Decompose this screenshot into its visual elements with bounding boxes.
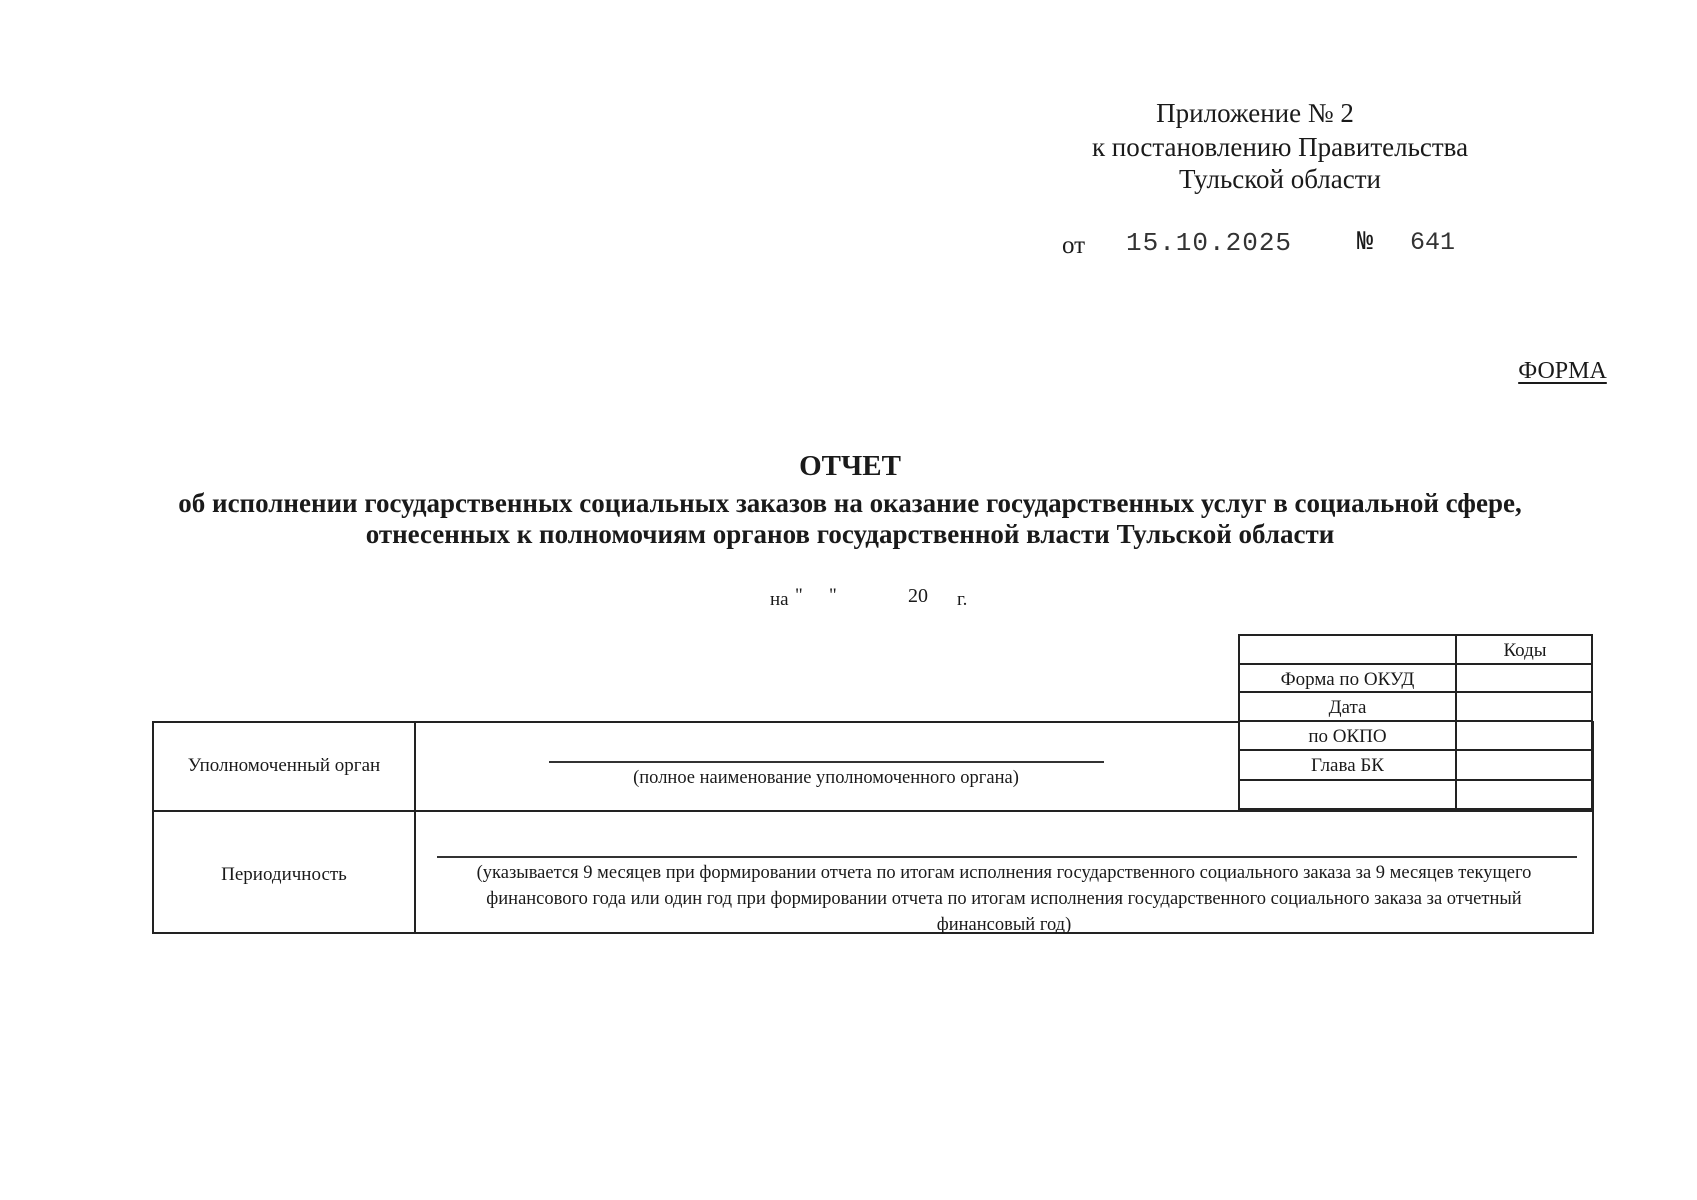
appendix-subtitle: к постановлению Правительства <box>1091 132 1469 162</box>
authority-fill-line[interactable] <box>549 761 1104 763</box>
periodicity-hint <box>416 860 1592 938</box>
authority-label: Уполномоченный орган <box>187 755 381 776</box>
info-table-row-divider <box>154 810 1592 812</box>
periodicity-fill-line[interactable] <box>437 856 1577 858</box>
as-of-year: 20 <box>908 585 928 607</box>
codes-row-line <box>1240 663 1591 665</box>
as-of-quote-close: " <box>829 585 837 606</box>
appendix-title: Приложение № 2 <box>1156 98 1354 128</box>
codes-row-line <box>1240 691 1591 693</box>
decree-date: 15.10.2025 <box>1126 228 1293 258</box>
authority-hint: (полное наименование уполномоченного органа) <box>633 768 1019 788</box>
decree-number-prefix: № <box>1357 228 1374 258</box>
periodicity-hint-line3: финансовый год) <box>936 915 1072 935</box>
report-subtitle-line2: отнесенных к полномочиям органов государственной власти Тульской области <box>365 519 1335 549</box>
periodicity-hint-line2: финансового года или один год при формировании отчета по итогам исполнения государственного социального заказа за отчетный <box>486 889 1522 909</box>
decree-number: 641 <box>1410 228 1456 257</box>
report-subtitle-line1: об исполнении государственных социальных заказов на оказание государственных услуг в социальной сфере, <box>178 488 1522 518</box>
periodicity-hint-line1: (указывается 9 месяцев при формировании отчета по итогам исполнения государственного социального заказа за 9 месяцев текущего <box>476 863 1532 883</box>
info-table <box>152 721 1594 934</box>
periodicity-label: Периодичность <box>221 864 347 885</box>
report-title: ОТЧЕТ <box>799 450 901 482</box>
as-of-quote-open: " <box>795 585 803 606</box>
appendix-region: Тульской области <box>1179 164 1381 194</box>
codes-row-okpo: по ОКПО <box>1308 726 1387 747</box>
decree-date-prefix: от <box>1062 232 1086 259</box>
codes-header: Коды <box>1503 640 1547 661</box>
codes-row-date: Дата <box>1328 697 1367 718</box>
codes-row-budget-chapter: Глава БК <box>1311 755 1384 776</box>
form-label: ФОРМА <box>1518 358 1607 384</box>
as-of-prefix: на <box>770 589 789 610</box>
codes-row-okud: Форма по ОКУД <box>1280 669 1415 690</box>
info-table-top-border <box>154 721 1240 723</box>
as-of-suffix: г. <box>957 589 968 610</box>
